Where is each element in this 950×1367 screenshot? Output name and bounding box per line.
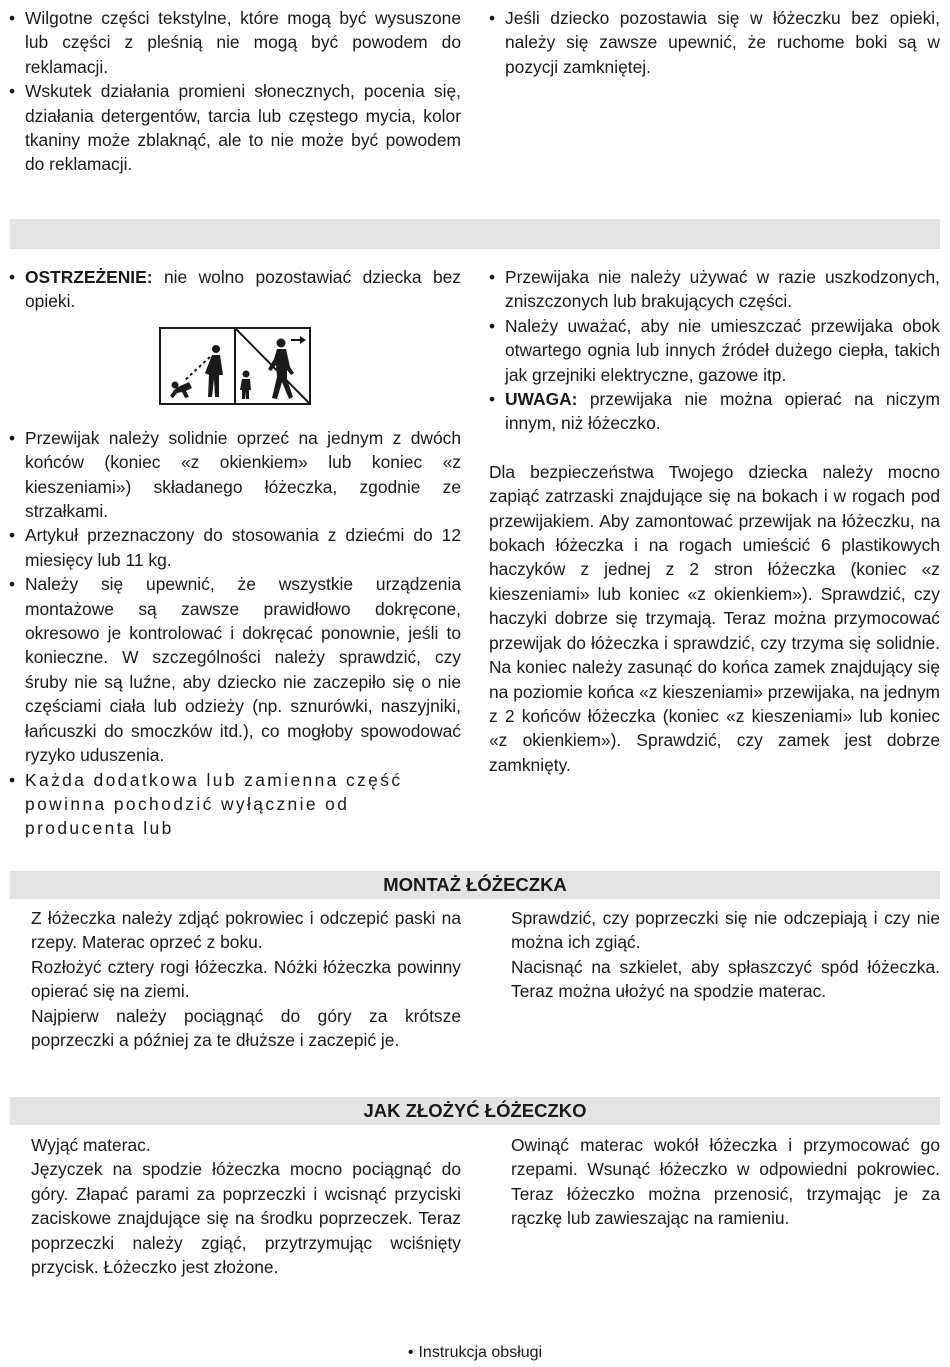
top-left-column (9, 6, 461, 177)
footer-text: Instrukcja obsługi (418, 1344, 543, 1361)
list-item: • Przewijak należy solidnie oprzeć na jednym z dwóch końców (koniec «z okienkiem» lub koniec «z kieszeniami») składanego łóżeczka, zgodnie ze strzałkami. (9, 426, 461, 524)
top-right-list (489, 6, 940, 79)
paragraph: Najpierw należy pociągnąć do góry za krótsze poprzeczki a później za te dłuższe i zaczepić je. (31, 1005, 461, 1051)
paragraph: Sprawdzić, czy poprzeczki się nie odczepiają i czy nie można ich zgiąć. (511, 908, 940, 953)
list-item: • Przewijaka nie należy używać w razie uszkodzonych, zniszczonych lub brakujących części. (489, 265, 940, 314)
paragraph: Nacisnąć na szkielet, aby spłaszczyć spód łóżeczka. Teraz można ułożyć na spodzie materac. (511, 956, 940, 1002)
warning-label: OSTRZEŻENIE: (25, 267, 153, 287)
list-item: • Należy się upewnić, że wszystkie urządzenia montażowe są zawsze prawidłowo dokręcone, okresowo je kontrolować i dokręcać ponownie, jeśli to konieczne. W szczególności należy sprawdzić, czy śruby nie są luźne, aby dziecko nie zaczepiło się o nie częściami ciała lub odzieży (np. sznurówki, naszyjniki, łańcuszki do smoczków itd.), co mogłoby spowodować ryzyko uduszenia. (9, 572, 461, 767)
mounting-paragraph: Dla bezpieczeństwa Twojego dziecka należy mocno zapiąć zatrzaski znajdujące się na bokach i w rogach pod przewijakiem. Aby zamontować przewijak na łóżeczku, na bokach łóżeczka i na rogach umieścić 6 plastikowych haczyków z jednej z 2 stron łóżeczka (koniec «z kieszeniami» lub koniec «z okienkiem»). Sprawdzić, czy haczyki dobrze się trzymają. Teraz można przymocować przewijak do łóżeczka i sprawdzić, czy trzyma się solidnie. Na koniec należy zasunąć do końca zamek znajdujący się na poziomie końca «z kieszeniami» przewijaka, na jednym z 2 końców łóżeczka (koniec «z kieszeniami» lub koniec «z okienkiem»). Sprawdzić, czy zamek jest dobrze zamknięty. (489, 461, 940, 775)
list-item: • Wskutek działania promieni słonecznych, pocenia się, działania detergentów, tarcia lub częstego mycia, kolor tkaniny może zblaknąć, ale to nie może być powodem do reklamacji. (9, 79, 461, 177)
uwaga-label: UWAGA: (505, 389, 578, 410)
warning-item (9, 265, 461, 314)
warning-text: nie wolno pozostawiać dziecka bez opieki. (25, 267, 461, 312)
top-left-list (9, 6, 461, 177)
paragraph: Wyjąć materac. (31, 1135, 151, 1155)
page-footer (0, 1341, 950, 1365)
do-not-leave-child-unattended-icon (159, 327, 311, 405)
section-header-band (10, 219, 940, 249)
uwaga-text: przewijaka nie można opierać na niczym innym, niż łóżeczko. (505, 389, 940, 434)
footer-bullet: • (407, 1344, 414, 1361)
list-item: • Należy uważać, aby nie umieszczać przewijaka obok otwartego ognia lub innych źródeł dużego ciepła, takich jak grzejniki elektryczne, gazowe itp. (489, 314, 940, 387)
warnings-right-column (489, 265, 940, 777)
list-item: • Każda dodatkowa lub zamienna część powinna pochodzić wyłącznie od producenta lub (9, 768, 461, 841)
section-title-jak: JAK ZŁOŻYĆ ŁÓŻECZKO (10, 1097, 940, 1125)
warnings-left-list (9, 265, 461, 314)
paragraph: Języczek na spodzie łóżeczka mocno pociągnąć do góry. Złapać parami za poprzeczki i wcisnąć przyciski zaciskowe znajdujące się na środku poprzeczek. Teraz poprzeczki należy zgiąć, przytrzymując wciśnięty przycisk. Łóżeczko jest złożone. (31, 1159, 461, 1278)
top-right-column (489, 6, 940, 79)
paragraph: Rozłożyć cztery rogi łóżeczka. Nóżki łóżeczka powinny opierać się na ziemi. (31, 956, 461, 1002)
uwaga-item (489, 387, 940, 436)
warnings-right-list (489, 265, 940, 436)
jak-right-column (511, 1133, 940, 1231)
montaz-right-column (511, 906, 940, 1004)
jak-left-column (31, 1133, 461, 1279)
section-title-montaz: MONTAŻ ŁÓŻECZKA (10, 871, 940, 899)
paragraph: Z łóżeczka należy zdjąć pokrowiec i odczepić paski na rzepy. Materac oprzeć z boku. (31, 908, 461, 953)
montaz-left-column (31, 906, 461, 1052)
list-item: • Wilgotne części tekstylne, które mogą być wysuszone lub części z pleśnią nie mogą być powodem do reklamacji. (9, 6, 461, 79)
list-item: • Artykuł przeznaczony do stosowania z dziećmi do 12 miesięcy lub 11 kg. (9, 523, 461, 572)
warnings-left-list-2 (9, 426, 461, 841)
list-item: • Jeśli dziecko pozostawia się w łóżeczku bez opieki, należy się zawsze upewnić, że ruchome boki są w pozycji zamkniętej. (489, 6, 940, 79)
paragraph: Owinąć materac wokół łóżeczka i przymocować go rzepami. Wsunąć łóżeczko w odpowiedni pokrowiec. Teraz łóżeczko można przenosić, trzymając je za rączkę lub zawieszając na ramieniu. (511, 1135, 940, 1229)
